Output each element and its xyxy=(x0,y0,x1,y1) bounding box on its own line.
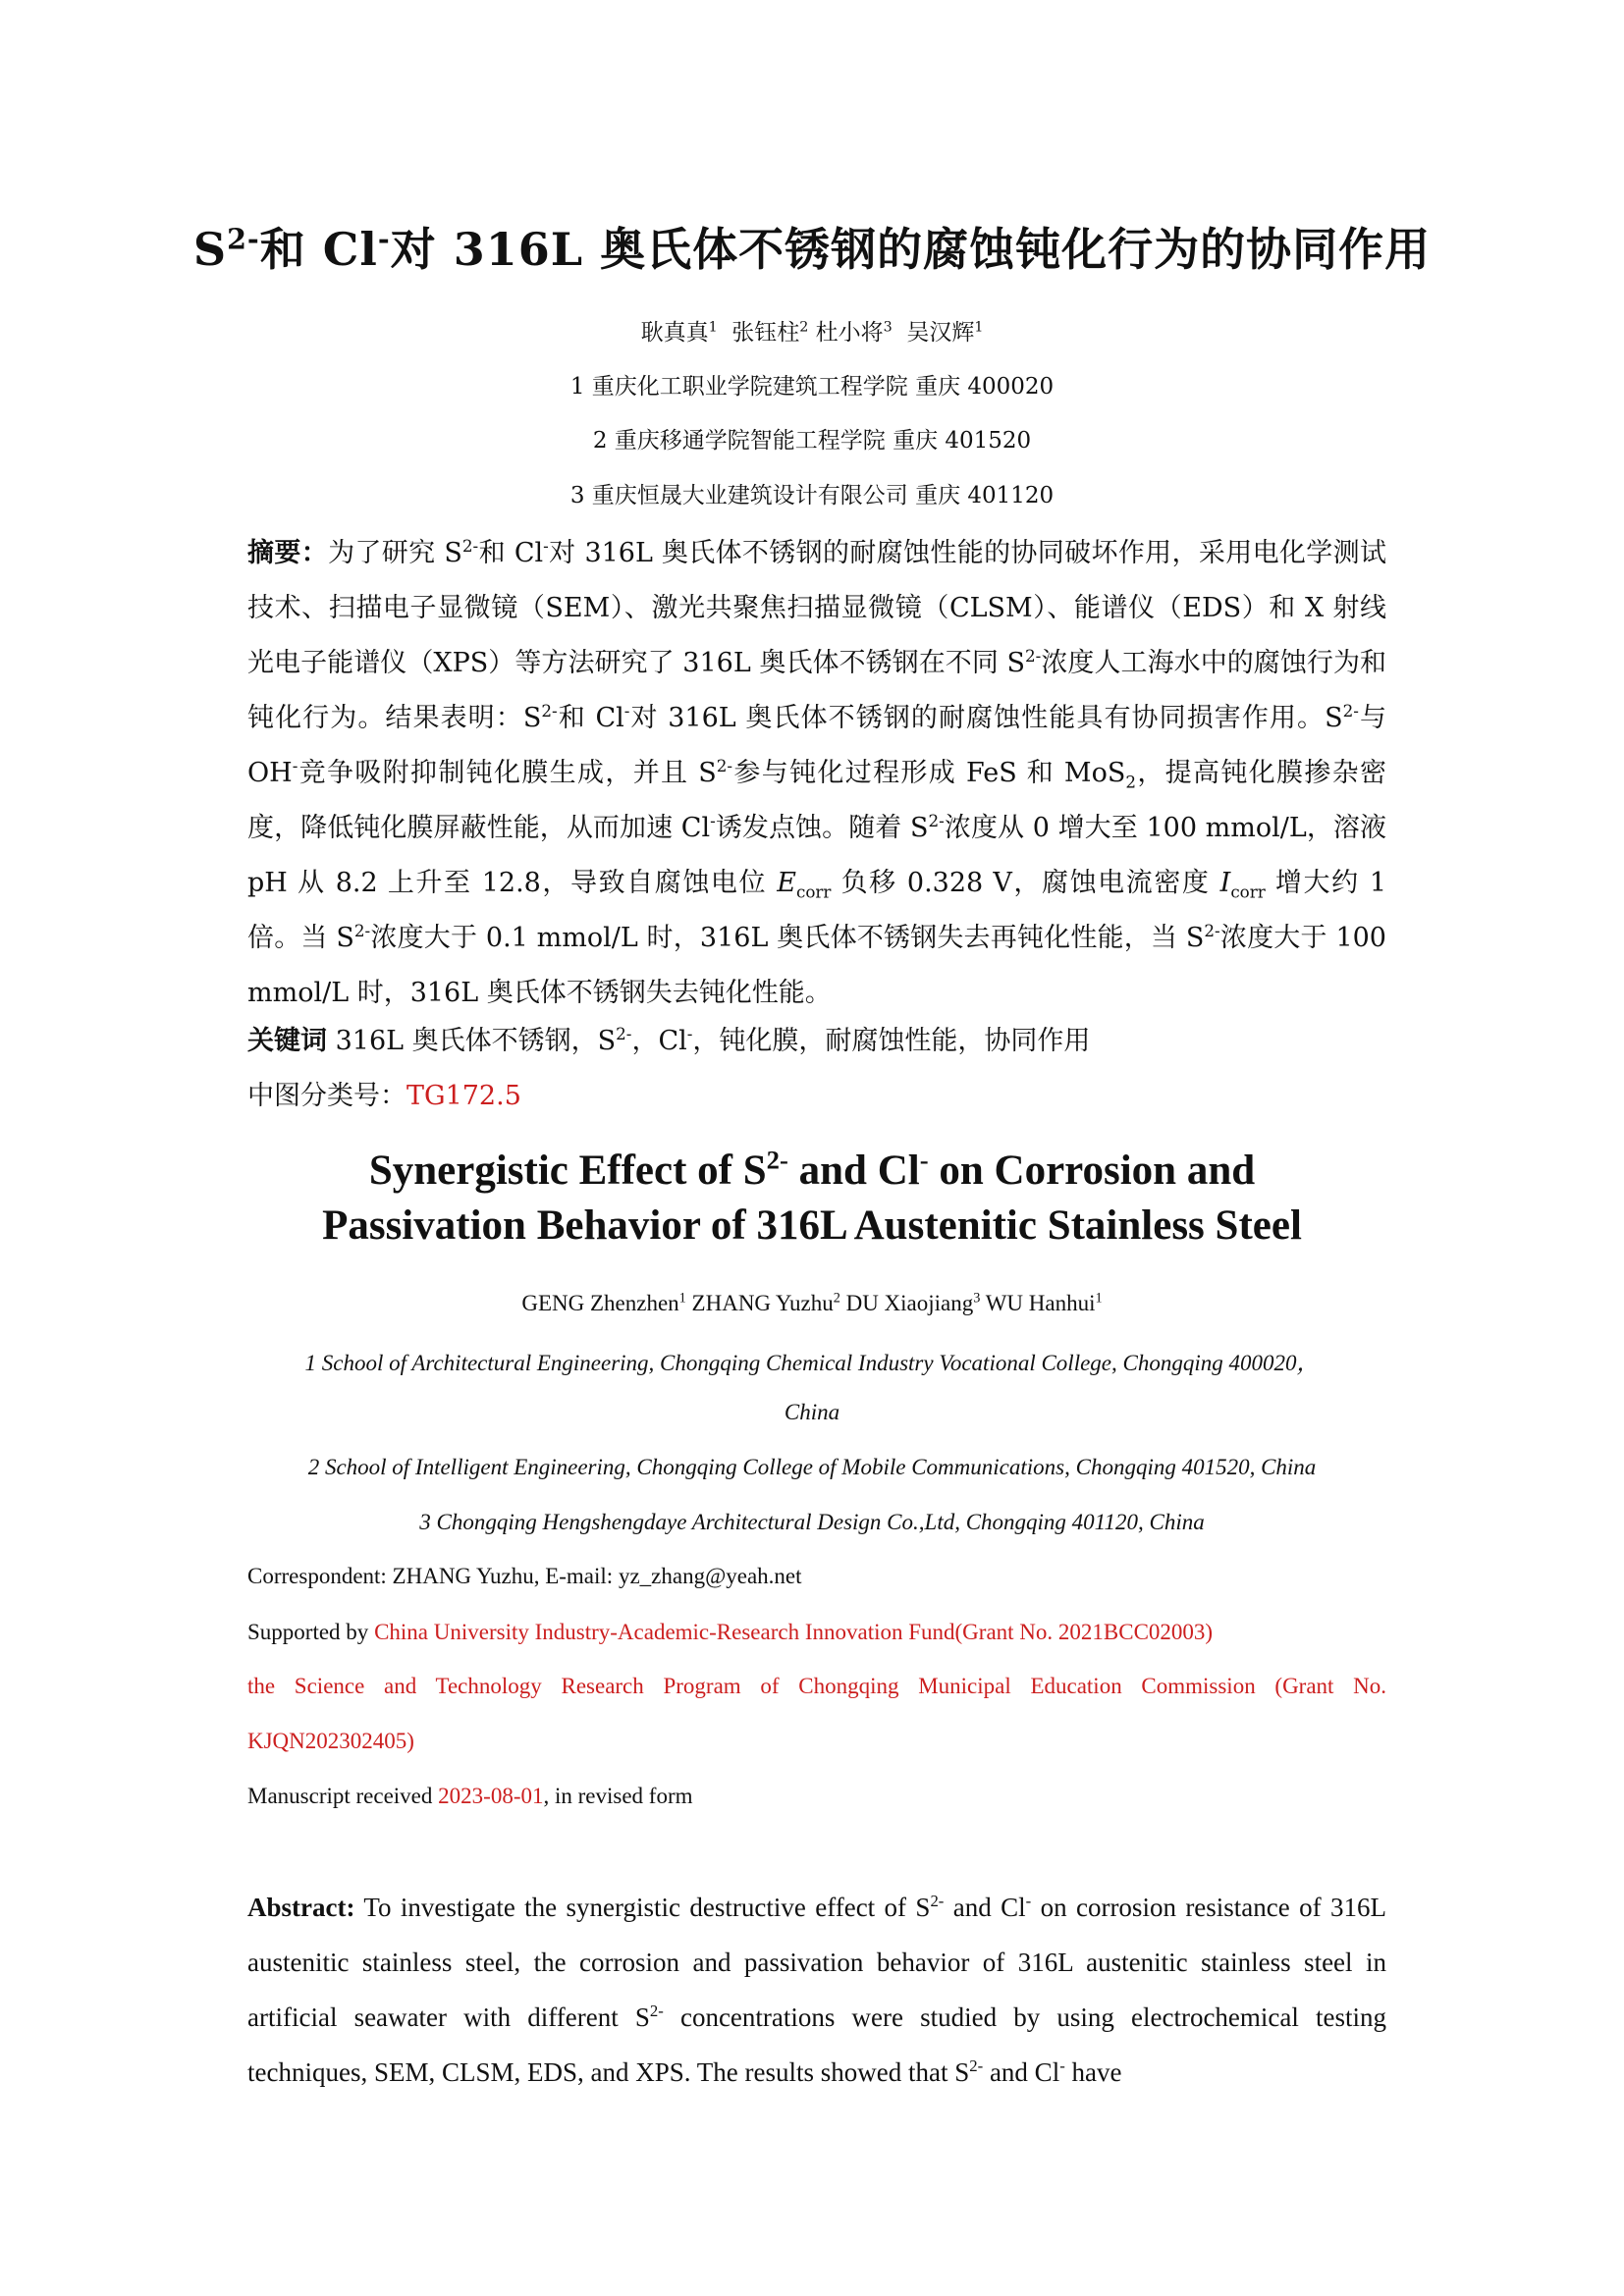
funding-line-1: Supported by China University Industry-Academic-Research Innovation Fund(Grant No. 2021BCC02003) xyxy=(247,1620,1214,1644)
english-abstract-label: Abstract: xyxy=(247,1893,355,1922)
manuscript-received: Manuscript received 2023-08-01, in revised form xyxy=(247,1784,693,1808)
english-affiliation-2: 2 School of Intelligent Engineering, Chongqing College of Mobile Communications, Chongqing 401520, China xyxy=(307,1455,1317,1479)
english-title: Synergistic Effect of $S^{2-}$ and Cl- on Corrosion and Passivation Behavior of 316L Austenitic Stainless Steel xyxy=(322,1145,1302,1249)
chinese-authors: 耿真真$^1$ 张钰柱$^2$ 杜小将$^3$ 吴汉辉$^1$ xyxy=(640,319,984,346)
chinese-affiliation-3: 3 重庆恒晟大业建筑设计有限公司 重庆 401120 xyxy=(569,483,1055,508)
english-authors: GENG Zhenzhen$^1$ ZHANG Yuzhu$^2$ DU Xiaojiang$^3$ WU Hanhui$^1$ xyxy=(521,1290,1103,1315)
funding-1: China University Industry-Academic-Research Innovation Fund(Grant No. 2021BCC02003) xyxy=(374,1620,1214,1644)
chinese-title: $S^{2-}$和 Cl-对 316L 奥氏体不锈钢的腐蚀钝化行为的协同作用 xyxy=(192,222,1432,276)
english-abstract: Abstract: To investigate the synergistic destructive effect of $S^{2-}$ and Cl- on corrosion resistance of 316L austenitic stainless steel, the corrosion and passivation behavior of 316L austenitic stainless steel in artificial seawater with different $S^{2-}$ concentrations were studied by using electrochemical testing techniques, SEM, CLSM, EDS, and XPS. The results showed that $S^{2-}$ and Cl- have xyxy=(247,1892,1387,2087)
funding-line-2: the Science and Technology Research Program of Chongqing Municipal Education Commission (Grant No. xyxy=(247,1674,1386,1698)
english-affiliation-3: 3 Chongqing Hengshengdaye Architectural Design Co.,Ltd, Chongqing 401120, China xyxy=(419,1510,1205,1534)
chinese-abstract: 摘要：为了研究 $S^{2-}$和 Cl-对 316L 奥氏体不锈钢的耐腐蚀性能的协同破坏作用，采用电化学测试技术、扫描电子显微镜（SEM）、激光共聚焦扫描显微镜（CLSM）、能谱仪（EDS）和 X 射线光电子能谱仪（XPS）等方法研究了 316L 奥氏体不锈钢在不同 $S^{2-}$浓度人工海水中的腐蚀行为和钝化行为。结果表明：$S^{2-}$和 Cl-对 316L 奥氏体不锈钢的耐腐蚀性能具有协同损害作用。$S^{2-}$与 OH-竞争吸附抑制钝化膜生成，并且 $S^{2-}$参与钝化过程形成 FeS 和 MoS$_2$，提高钝化膜掺杂密度，降低钝化膜屏蔽性能，从而加速 Cl-诱发点蚀。随着 $S^{2-}$浓度从 0 增大至 100 mmol/L，溶液 pH 从 8.2 上升至 12.8，导致自腐蚀电位 $E_{corr}$ 负移 0.328 V，腐蚀电流密度 $I_{corr}$ 增大约 1 倍。当 $S^{2-}$浓度大于 0.1 mmol/L 时，316L 奥氏体不锈钢失去再钝化性能，当 $S^{2-}$浓度大于 100 mmol/L 时，316L 奥氏体不锈钢失去钝化性能。 xyxy=(247,536,1387,1008)
keywords-label: 关键词 xyxy=(247,1026,327,1056)
english-affiliation-1-continued: China xyxy=(784,1400,840,1424)
classification-number: 中图分类号：TG172.5 xyxy=(247,1081,521,1111)
classification-value: TG172.5 xyxy=(406,1081,521,1111)
chinese-affiliation-2: 2 重庆移通学院智能工程学院 重庆 401520 xyxy=(592,428,1032,454)
funding-line-3: KJQN202302405) xyxy=(247,1729,414,1753)
received-date: 2023-08-01 xyxy=(438,1784,544,1808)
correspondent-line: Correspondent: ZHANG Yuzhu, E-mail: yz_zhang@yeah.net xyxy=(247,1564,802,1588)
chinese-abstract-label: 摘要： xyxy=(247,538,329,568)
english-affiliation-1: 1 School of Architectural Engineering, Chongqing Chemical Industry Vocational College, Chongqing 400020， xyxy=(304,1351,1320,1375)
chinese-keywords: 关键词 316L 奥氏体不锈钢，$S^{2-}$，Cl-，钝化膜，耐腐蚀性能，协同作用 xyxy=(247,1024,1091,1056)
chinese-affiliation-1: 1 重庆化工职业学院建筑工程学院 重庆 400020 xyxy=(569,374,1055,400)
